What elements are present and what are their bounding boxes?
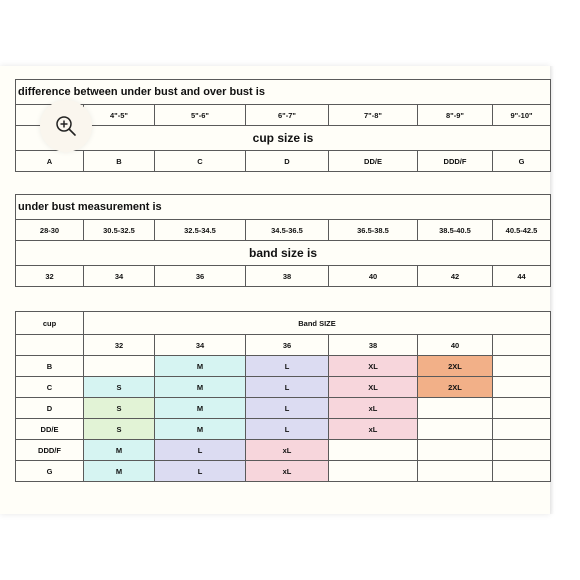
size-cell: L bbox=[155, 440, 246, 461]
size-cell: M bbox=[155, 356, 246, 377]
band-header-cell: 36 bbox=[246, 335, 329, 356]
difference-cell: 6"-7" bbox=[246, 105, 329, 126]
band-title: band size is bbox=[16, 241, 551, 266]
cup-label: G bbox=[16, 461, 84, 482]
cup-size-cell: B bbox=[84, 151, 155, 172]
cup-size-cell: D bbox=[246, 151, 329, 172]
section-gap bbox=[16, 287, 551, 312]
size-cell bbox=[493, 356, 551, 377]
difference-cell: 7"-8" bbox=[329, 105, 418, 126]
size-cell: L bbox=[155, 461, 246, 482]
band-header-cell: 40 bbox=[418, 335, 493, 356]
underbust-cell: 30.5-32.5 bbox=[84, 220, 155, 241]
blank-cell bbox=[16, 335, 84, 356]
cup-title: cup size is bbox=[16, 126, 551, 151]
difference-cell: 5"-6" bbox=[155, 105, 246, 126]
size-cell: XL bbox=[329, 377, 418, 398]
underbust-cell: 38.5-40.5 bbox=[418, 220, 493, 241]
size-cell: xL bbox=[329, 419, 418, 440]
size-cell bbox=[329, 461, 418, 482]
difference-cell: 9"-10" bbox=[493, 105, 551, 126]
band-header-cell: 34 bbox=[155, 335, 246, 356]
underbust-cell: 36.5-38.5 bbox=[329, 220, 418, 241]
size-cell: M bbox=[155, 419, 246, 440]
size-cell: L bbox=[246, 356, 329, 377]
band-size-cell: 38 bbox=[246, 266, 329, 287]
size-cell: xL bbox=[246, 440, 329, 461]
size-cell bbox=[493, 461, 551, 482]
band-size-cell: 32 bbox=[16, 266, 84, 287]
size-cell: xL bbox=[329, 398, 418, 419]
table-row bbox=[16, 377, 551, 398]
size-cell: L bbox=[246, 377, 329, 398]
table-row bbox=[16, 356, 551, 377]
band-size-cell: 36 bbox=[155, 266, 246, 287]
band-size-cell: 40 bbox=[329, 266, 418, 287]
cup-label: DD/E bbox=[16, 419, 84, 440]
size-cell: 2XL bbox=[418, 377, 493, 398]
underbust-cell: 28-30 bbox=[16, 220, 84, 241]
section-gap bbox=[16, 172, 551, 195]
band-header-cell: 32 bbox=[84, 335, 155, 356]
size-cell bbox=[84, 356, 155, 377]
band-header-cell bbox=[493, 335, 551, 356]
table-row bbox=[16, 419, 551, 440]
size-cell bbox=[418, 440, 493, 461]
size-cell: M bbox=[84, 461, 155, 482]
size-cell: L bbox=[246, 419, 329, 440]
size-cell bbox=[493, 377, 551, 398]
size-cell bbox=[418, 398, 493, 419]
band-size-header: Band SIZE bbox=[84, 312, 551, 335]
cup-label: C bbox=[16, 377, 84, 398]
size-cell: L bbox=[246, 398, 329, 419]
underbust-cell: 40.5-42.5 bbox=[493, 220, 551, 241]
cup-size-cell: DDD/F bbox=[418, 151, 493, 172]
size-cell bbox=[418, 419, 493, 440]
size-cell: M bbox=[155, 377, 246, 398]
size-cell: S bbox=[84, 419, 155, 440]
cup-label: B bbox=[16, 356, 84, 377]
cup-size-cell: A bbox=[16, 151, 84, 172]
band-size-cell: 34 bbox=[84, 266, 155, 287]
size-cell: 2XL bbox=[418, 356, 493, 377]
size-cell bbox=[493, 440, 551, 461]
band-header-cell: 38 bbox=[329, 335, 418, 356]
size-cell bbox=[493, 419, 551, 440]
size-cell: M bbox=[155, 398, 246, 419]
cup-size-cell: C bbox=[155, 151, 246, 172]
size-cell: S bbox=[84, 377, 155, 398]
size-cell: M bbox=[84, 440, 155, 461]
cup-label: D bbox=[16, 398, 84, 419]
table-row bbox=[16, 398, 551, 419]
size-cell: XL bbox=[329, 356, 418, 377]
band-size-cell: 44 bbox=[493, 266, 551, 287]
size-cell bbox=[329, 440, 418, 461]
underbust-cell: 34.5-36.5 bbox=[246, 220, 329, 241]
underbust-cell: 32.5-34.5 bbox=[155, 220, 246, 241]
size-chart-table bbox=[15, 79, 551, 482]
size-cell bbox=[418, 461, 493, 482]
cup-size-cell: DD/E bbox=[329, 151, 418, 172]
cup-size-cell: G bbox=[493, 151, 551, 172]
zoom-in-icon bbox=[55, 115, 77, 137]
zoom-in-button[interactable] bbox=[40, 100, 92, 152]
size-cell: S bbox=[84, 398, 155, 419]
size-cell: xL bbox=[246, 461, 329, 482]
cup-label: DDD/F bbox=[16, 440, 84, 461]
difference-cell: 4"-5" bbox=[84, 105, 155, 126]
table-row bbox=[16, 440, 551, 461]
band-size-cell: 42 bbox=[418, 266, 493, 287]
underbust-title: under bust measurement is bbox=[16, 195, 551, 220]
difference-title: difference between under bust and over bust is bbox=[16, 80, 551, 105]
size-cell bbox=[493, 398, 551, 419]
difference-cell: 8"-9" bbox=[418, 105, 493, 126]
table-row bbox=[16, 461, 551, 482]
cup-corner-label: cup bbox=[16, 312, 84, 335]
